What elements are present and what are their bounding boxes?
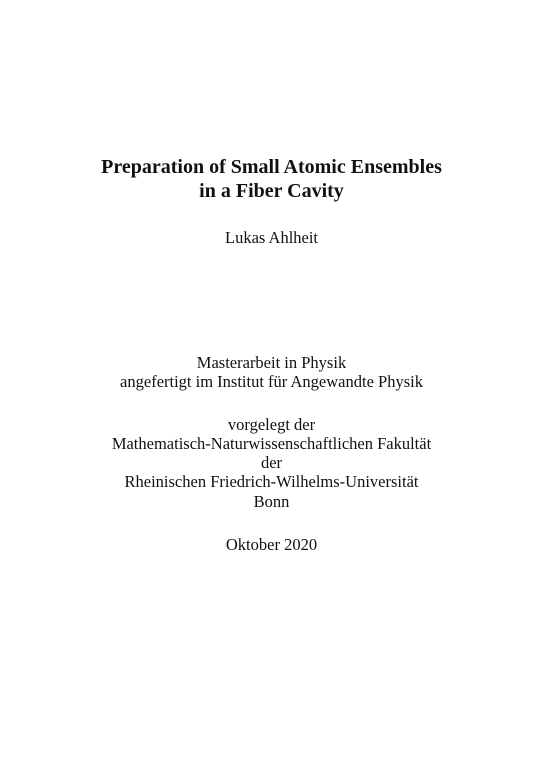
institute-line: angefertigt im Institut für Angewandte Physik [120, 372, 423, 391]
thesis-title-line-2: in a Fiber Cavity [199, 180, 344, 202]
submission-date: Oktober 2020 [225, 535, 318, 554]
der-line: der [260, 453, 283, 472]
thesis-type: Masterarbeit in Physik [196, 353, 347, 372]
university-line: Rheinischen Friedrich-Wilhelms-Universität [124, 472, 419, 491]
submitted-to-line: vorgelegt der [227, 415, 316, 434]
author-name: Lukas Ahlheit [224, 228, 319, 247]
faculty-line: Mathematisch-Naturwissenschaftlichen Fakultät [111, 434, 432, 453]
city-line: Bonn [253, 492, 290, 511]
thesis-title-line-1: Preparation of Small Atomic Ensembles [101, 156, 442, 178]
